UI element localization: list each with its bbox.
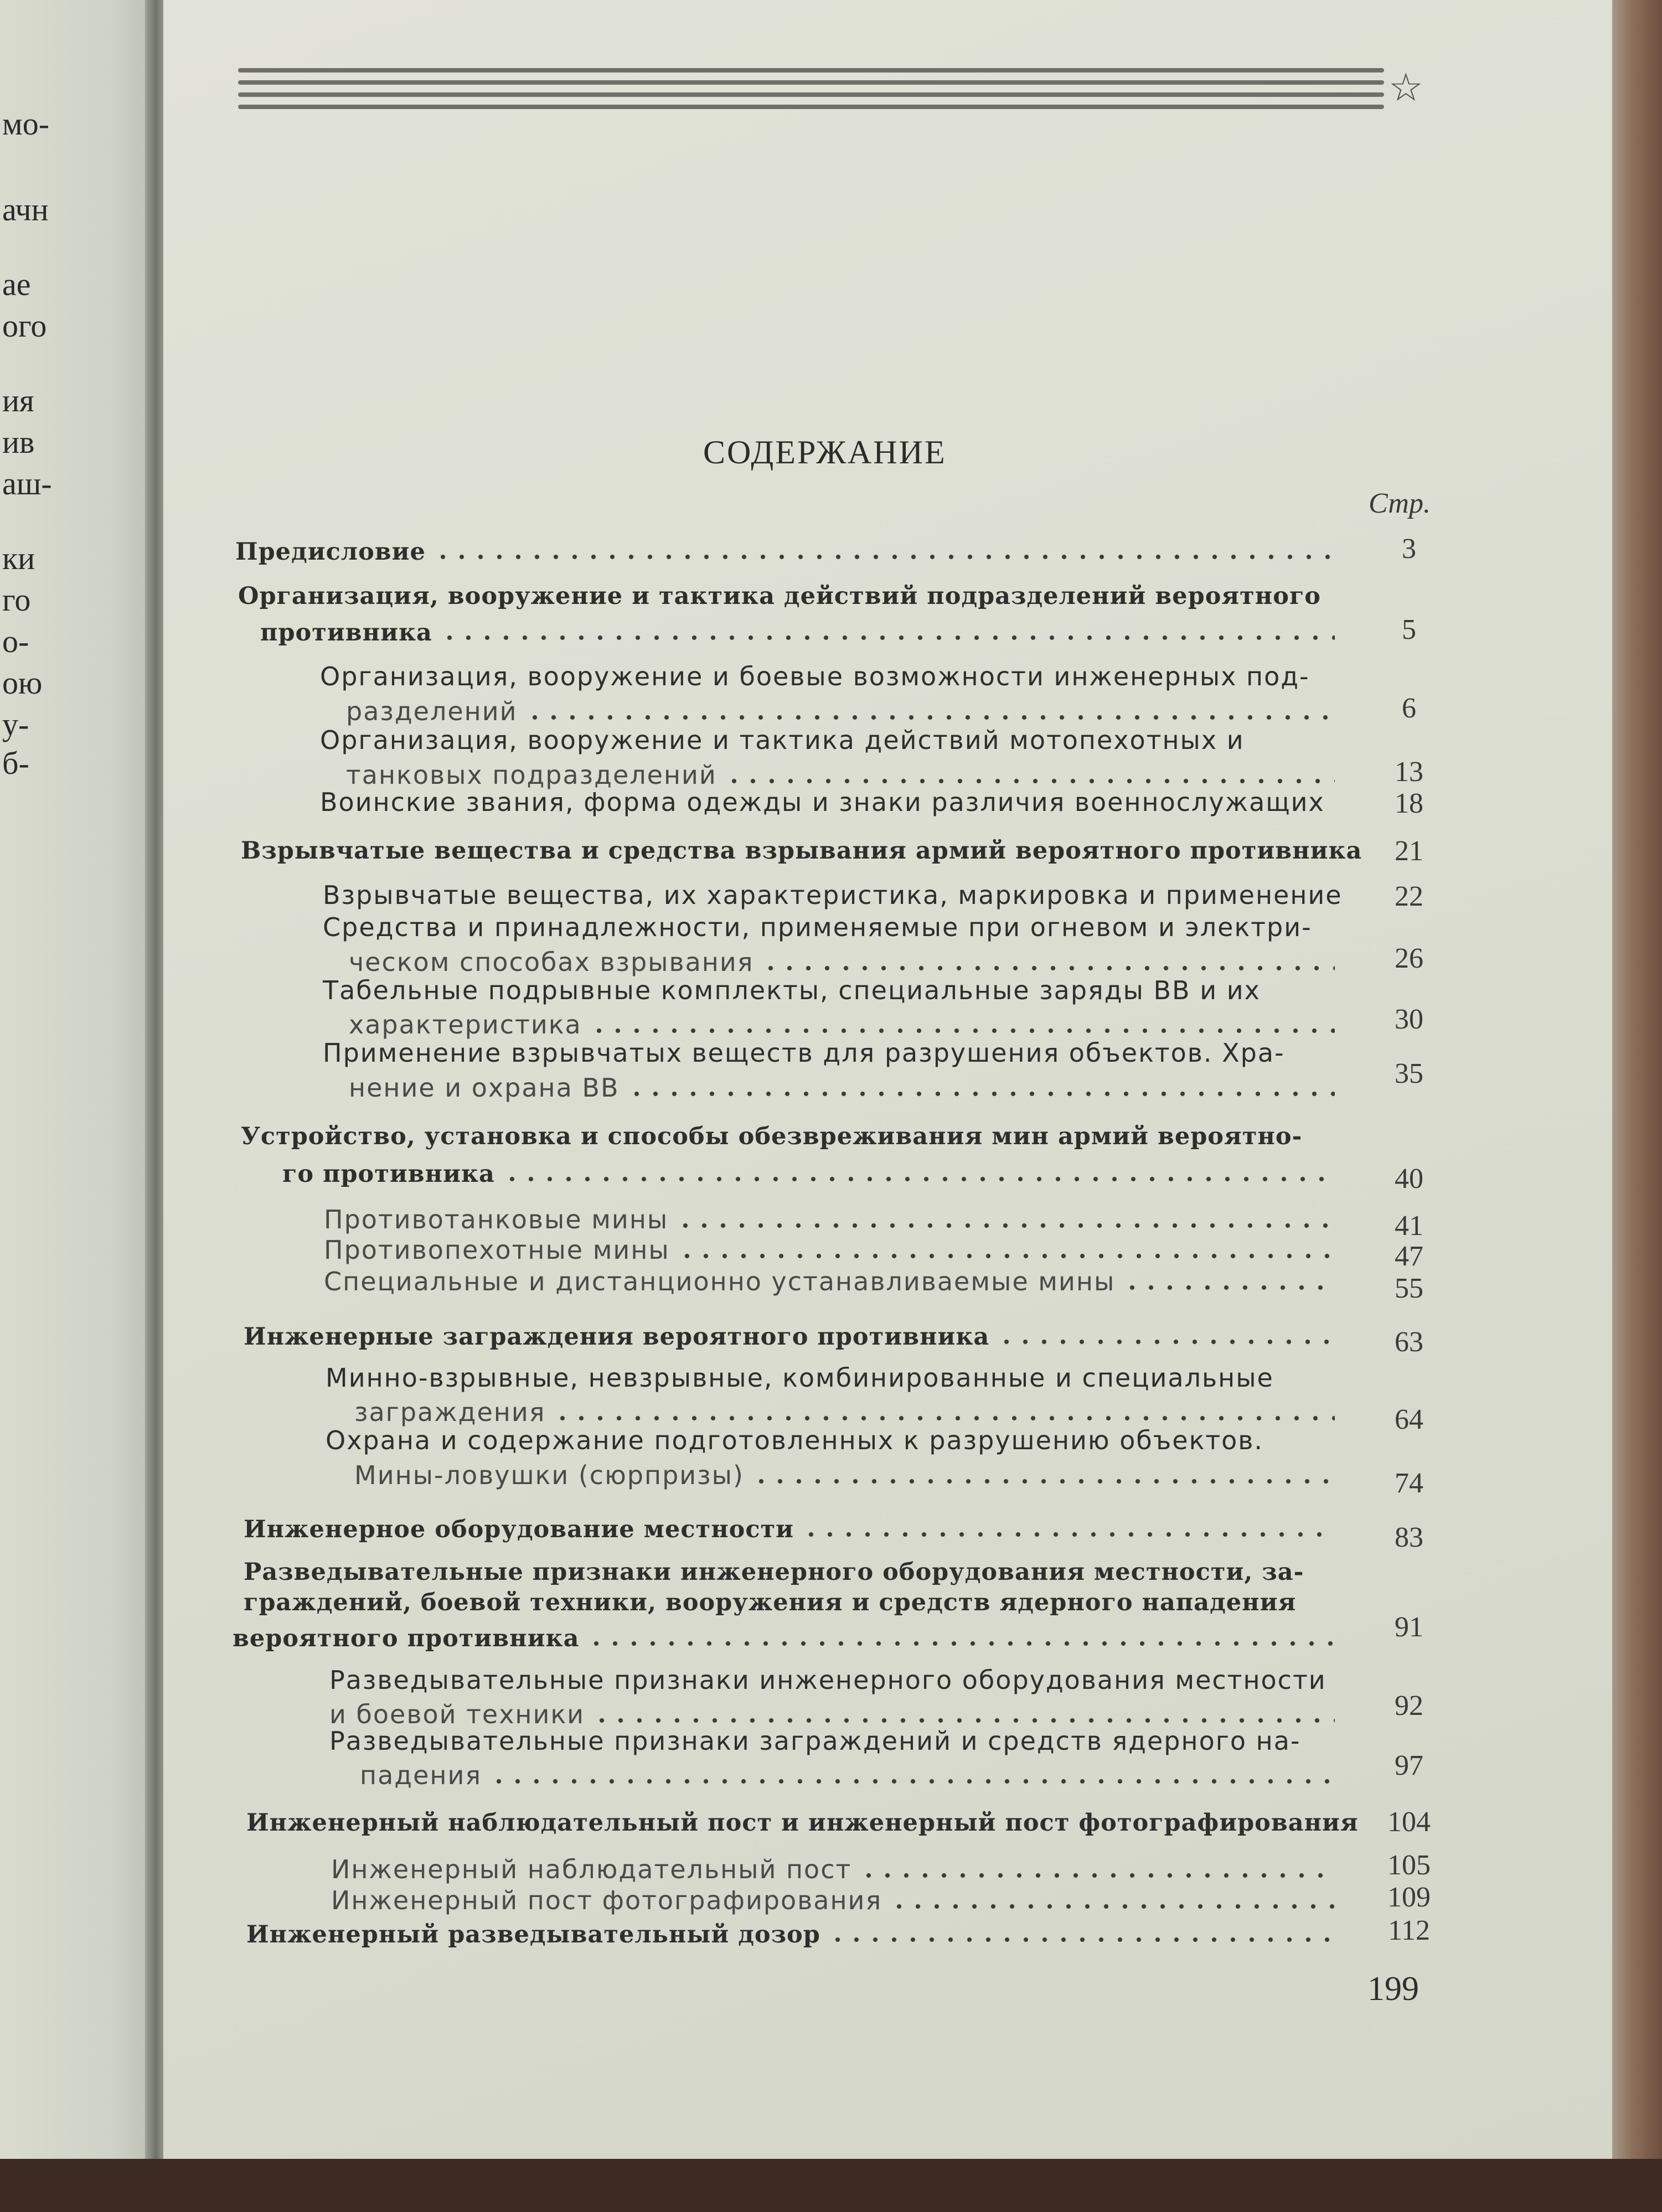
toc-entry-title: Мины-ловушки (сюрпризы) xyxy=(354,1460,744,1490)
toc-entry[interactable] xyxy=(282,1155,1343,1188)
left-page-fragment xyxy=(0,0,161,2212)
dot-leader xyxy=(590,1027,1335,1034)
toc-entry-title[interactable]: граждений, боевой техники, вооружения и средств ядерного нападения xyxy=(244,1589,1297,1616)
toc-entry-title: характеристика xyxy=(349,1010,582,1040)
left-page-text: ае xyxy=(2,266,31,302)
toc-entry-title[interactable]: Применение взрывчатых веществ для разрушения объектов. Хра- xyxy=(323,1038,1285,1068)
toc-page-number: 104 xyxy=(1387,1806,1431,1838)
toc-entry[interactable] xyxy=(260,613,1343,647)
dot-leader xyxy=(1123,1284,1335,1291)
toc-entry-title[interactable]: Разведывательные признаки заграждений и средств ядерного на- xyxy=(329,1726,1301,1756)
toc-entry[interactable] xyxy=(331,1884,1343,1915)
toc-entry[interactable] xyxy=(244,1317,1343,1351)
dot-leader xyxy=(553,1415,1335,1422)
toc-entry-title[interactable]: Организация, вооружение и тактика действий мотопехотных и xyxy=(320,725,1245,755)
toc-entry-title: Инженерное оборудование местности xyxy=(244,1516,794,1543)
toc-entry-title: и боевой техники xyxy=(329,1699,585,1729)
toc-entry-title: Специальные и дистанционно устанавливаемые мины xyxy=(324,1267,1116,1296)
dot-leader xyxy=(433,554,1335,560)
toc-page-number: 92 xyxy=(1395,1690,1423,1722)
dot-leader xyxy=(676,1222,1335,1229)
left-page-text: мо- xyxy=(2,106,50,142)
dot-leader xyxy=(440,634,1335,641)
toc-page-number: 13 xyxy=(1395,756,1423,788)
toc-entry-title: Предисловие xyxy=(235,538,426,566)
toc-entry[interactable] xyxy=(346,693,1343,726)
left-page-text: о- xyxy=(2,623,29,659)
dot-leader xyxy=(503,1176,1335,1182)
toc-page-number: 55 xyxy=(1395,1273,1423,1304)
dot-leader xyxy=(761,965,1335,971)
toc-entry[interactable] xyxy=(354,1457,1343,1490)
toc-page-number: 35 xyxy=(1395,1058,1423,1089)
toc-entry[interactable] xyxy=(349,944,1343,977)
toc-entry[interactable] xyxy=(360,1757,1343,1790)
toc-entry-title: вероятного противника xyxy=(233,1625,580,1652)
left-page-text: ив xyxy=(2,424,35,460)
dot-leader xyxy=(489,1778,1335,1785)
toc-entry[interactable] xyxy=(324,1201,1343,1234)
dot-leader xyxy=(802,1531,1335,1538)
toc-page-number: 6 xyxy=(1402,692,1416,724)
dot-leader xyxy=(752,1478,1335,1485)
toc-page-number: 18 xyxy=(1395,788,1423,819)
toc-page-number: 21 xyxy=(1395,835,1423,867)
toc-entry-title[interactable]: Разведывательные признаки инженерного оборудования местности xyxy=(329,1665,1326,1695)
toc-page-number: 74 xyxy=(1395,1467,1423,1499)
background-surface xyxy=(0,2159,1662,2212)
toc-page-number: 97 xyxy=(1395,1750,1423,1781)
dot-leader xyxy=(859,1872,1335,1879)
toc-entry-title[interactable]: Инженерный наблюдательный пост и инженерный пост фотографирования xyxy=(246,1809,1359,1837)
dot-leader xyxy=(627,1091,1335,1097)
toc-entry-title: заграждения xyxy=(354,1397,546,1427)
left-page-text: ки xyxy=(2,540,35,576)
toc-page-number: 40 xyxy=(1395,1163,1423,1195)
left-page-text: аш- xyxy=(2,466,52,502)
toc-page-number: 22 xyxy=(1395,881,1423,912)
header-ornament-rule xyxy=(238,64,1384,113)
toc-page-number: 5 xyxy=(1402,614,1416,645)
toc-page-number: 26 xyxy=(1395,943,1423,974)
toc-entry[interactable] xyxy=(331,1853,1343,1884)
toc-entry-title: Инженерный пост фотографирования xyxy=(331,1885,882,1915)
toc-page-number: 30 xyxy=(1395,1004,1423,1035)
toc-entry-title[interactable]: Табельные подрывные комплекты, специальные заряды ВВ и их xyxy=(323,975,1261,1005)
left-page-text: ия xyxy=(2,383,34,418)
toc-entry-title: Инженерный наблюдательный пост xyxy=(331,1854,852,1884)
toc-entry-title[interactable]: Организация, вооружение и тактика действий подразделений вероятного xyxy=(238,582,1321,610)
toc-page-number: 83 xyxy=(1395,1522,1423,1553)
toc-entry-title[interactable]: Разведывательные признаки инженерного оборудования местности, за- xyxy=(244,1558,1304,1586)
toc-entry-title[interactable]: Средства и принадлежности, применяемые при огневом и электри- xyxy=(323,912,1312,942)
toc-page-number: 3 xyxy=(1402,533,1416,565)
toc-entry-title: падения xyxy=(360,1760,482,1790)
toc-page-number: 91 xyxy=(1395,1611,1423,1643)
toc-entry[interactable] xyxy=(324,1263,1343,1296)
left-page-text: у- xyxy=(2,706,29,742)
toc-entry-title: нение и охрана ВВ xyxy=(349,1073,620,1103)
dot-leader xyxy=(890,1903,1335,1910)
toc-entry-title: Противопехотные мины xyxy=(324,1235,670,1265)
star-icon: ☆ xyxy=(1389,67,1423,110)
toc-page-number: 63 xyxy=(1395,1326,1423,1358)
dot-leader xyxy=(592,1717,1335,1724)
toc-entry-title[interactable]: Взрывчатые вещества и средства взрывания армий вероятного противника xyxy=(241,837,1362,865)
toc-entry[interactable] xyxy=(349,1069,1343,1103)
dot-leader xyxy=(587,1640,1335,1647)
toc-entry-title: противника xyxy=(260,619,432,647)
dot-leader xyxy=(525,714,1335,721)
toc-entry[interactable] xyxy=(346,757,1343,790)
toc-entry[interactable] xyxy=(324,1232,1343,1265)
toc-entry-title[interactable]: Воинские звания, форма одежды и знаки различия военнослужащих xyxy=(320,787,1325,817)
toc-entry-title: ческом способах взрывания xyxy=(349,947,754,977)
toc-entry[interactable] xyxy=(246,1915,1343,1949)
toc-entry[interactable] xyxy=(233,1619,1343,1652)
toc-entry-title[interactable]: Минно-взрывные, невзрывные, комбинированные и специальные xyxy=(326,1363,1274,1393)
toc-entry-title[interactable]: Устройство, установка и способы обезвреживания мин армий вероятно- xyxy=(241,1123,1303,1150)
toc-page-number: 105 xyxy=(1387,1849,1431,1881)
toc-page-number: 41 xyxy=(1395,1210,1423,1242)
toc-page-number: 109 xyxy=(1387,1882,1431,1913)
page-edge xyxy=(1612,0,1662,2212)
toc-page-number: 47 xyxy=(1395,1241,1423,1272)
dot-leader xyxy=(678,1253,1335,1259)
left-page-text: ачн xyxy=(2,192,49,228)
toc-entry-title: танковых подразделений xyxy=(346,760,717,790)
left-page-text: б- xyxy=(2,745,29,781)
toc-entry[interactable] xyxy=(354,1394,1343,1427)
dot-leader xyxy=(997,1338,1335,1345)
page-folio-number: 199 xyxy=(1367,1970,1419,2008)
page-title: СОДЕРЖАНИЕ xyxy=(703,434,947,471)
toc-entry-title: Противотанковые мины xyxy=(324,1205,669,1234)
toc-entry-title: Инженерные заграждения вероятного противника xyxy=(244,1323,990,1351)
toc-entry-title[interactable]: Организация, вооружение и боевые возможности инженерных под- xyxy=(320,661,1310,691)
dot-leader xyxy=(828,1936,1335,1943)
left-page-text: ою xyxy=(2,665,43,701)
toc-entry[interactable] xyxy=(329,1696,1343,1729)
toc-entry-title[interactable]: Взрывчатые вещества, их характеристика, маркировка и применение xyxy=(323,880,1343,910)
left-page-text: ого xyxy=(2,308,47,344)
toc-entry-title: го противника xyxy=(282,1160,495,1188)
toc-entry[interactable] xyxy=(244,1510,1343,1543)
dot-leader xyxy=(725,778,1335,784)
left-page-text: го xyxy=(2,582,31,618)
page-column-label: Стр. xyxy=(1369,488,1431,519)
toc-entry-title: разделений xyxy=(346,696,518,726)
toc-page-number: 112 xyxy=(1387,1915,1431,1946)
toc-entry[interactable] xyxy=(235,533,1343,566)
toc-entry-title: Инженерный разведывательный дозор xyxy=(246,1921,820,1949)
toc-entry[interactable] xyxy=(349,1006,1343,1040)
toc-page-number: 64 xyxy=(1395,1404,1423,1435)
toc-entry-title[interactable]: Охрана и содержание подготовленных к разрушению объектов. xyxy=(326,1425,1264,1455)
